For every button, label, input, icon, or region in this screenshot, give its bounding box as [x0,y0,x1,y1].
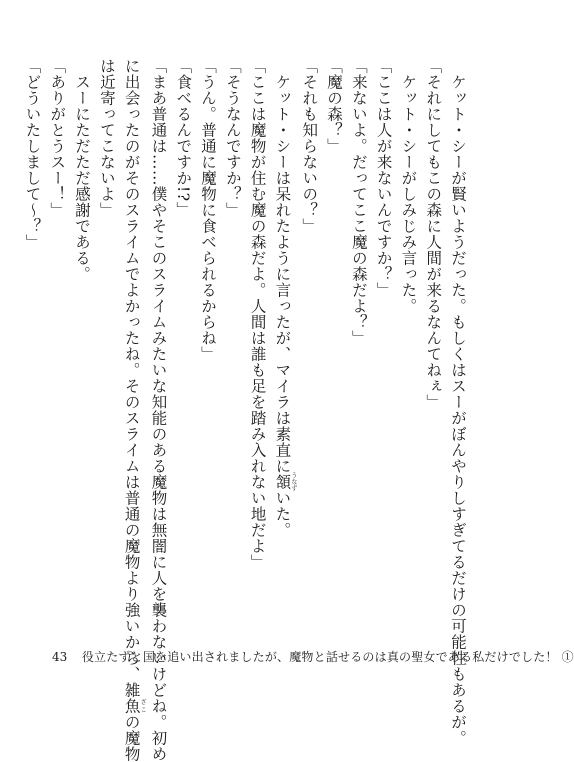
text-line: ケット・シーが賢いようだった。もしくはスーがぼんやりしすぎてるだけの可能性もあるが。 [449,73,467,746]
text-run: いた。 [273,489,292,538]
text-line: ケット・シーがしみじみ言った。 [399,73,418,314]
text-line: 「それも知らないの？」 [300,58,319,234]
page-number: 43 [52,650,68,664]
text-line: 「どういたしまして～？」 [23,58,42,250]
running-title: 役立たずと国を追い出されましたが、魔物と話せるのは真の聖女である私だけでした！ ① [81,650,574,664]
text-run: の魔物 [122,714,141,762]
text-line: スーにただただ感謝である。 [73,73,92,282]
ruby-word [122,698,147,714]
text-line: 「魔の森？」 [325,58,344,154]
ruby-word [273,471,297,492]
text-line: 「まあ普通は……僕やそこのスライムみたいな知能のある魔物は無闇に人を襲わないけどね。初め [149,58,168,762]
text-line: 「うん。普通に魔物に食べられるからね」 [199,58,218,362]
text-line: 「そうなんですか？」 [223,58,242,218]
ruby-reading: うなず [289,471,297,492]
ruby-reading: ざこ [139,698,147,714]
text-line: 「来ないよ。だってここ魔の森だよ？」 [349,58,368,346]
text-run: に出会ったのがそのスライムでよかったね。そのスライムは普通の魔物より強いから、雑 [122,58,141,698]
text-line: 「食べるんですか!?」 [174,58,193,218]
text-line [119,58,147,762]
ruby-base: 頷 [273,471,292,492]
text-run: ケット・シーは呆れたように言ったが、マイラは素直に [273,73,292,474]
text-line: 「ここは人が来ないんですか？」 [374,58,393,298]
ruby-base: 魚 [122,698,141,714]
text-line: 「それにしてもこの森に人間が来るなんてねぇ」 [424,58,443,410]
page-footer [52,648,574,665]
text-line [270,58,297,608]
text-line: 「ここは魔物が住む魔の森だよ。人間は誰も足を踏み入れない地だよ」 [248,58,267,570]
text-line: は近寄ってこないよ」 [97,58,116,218]
text-line: 「ありがとうスー！」 [48,58,67,218]
